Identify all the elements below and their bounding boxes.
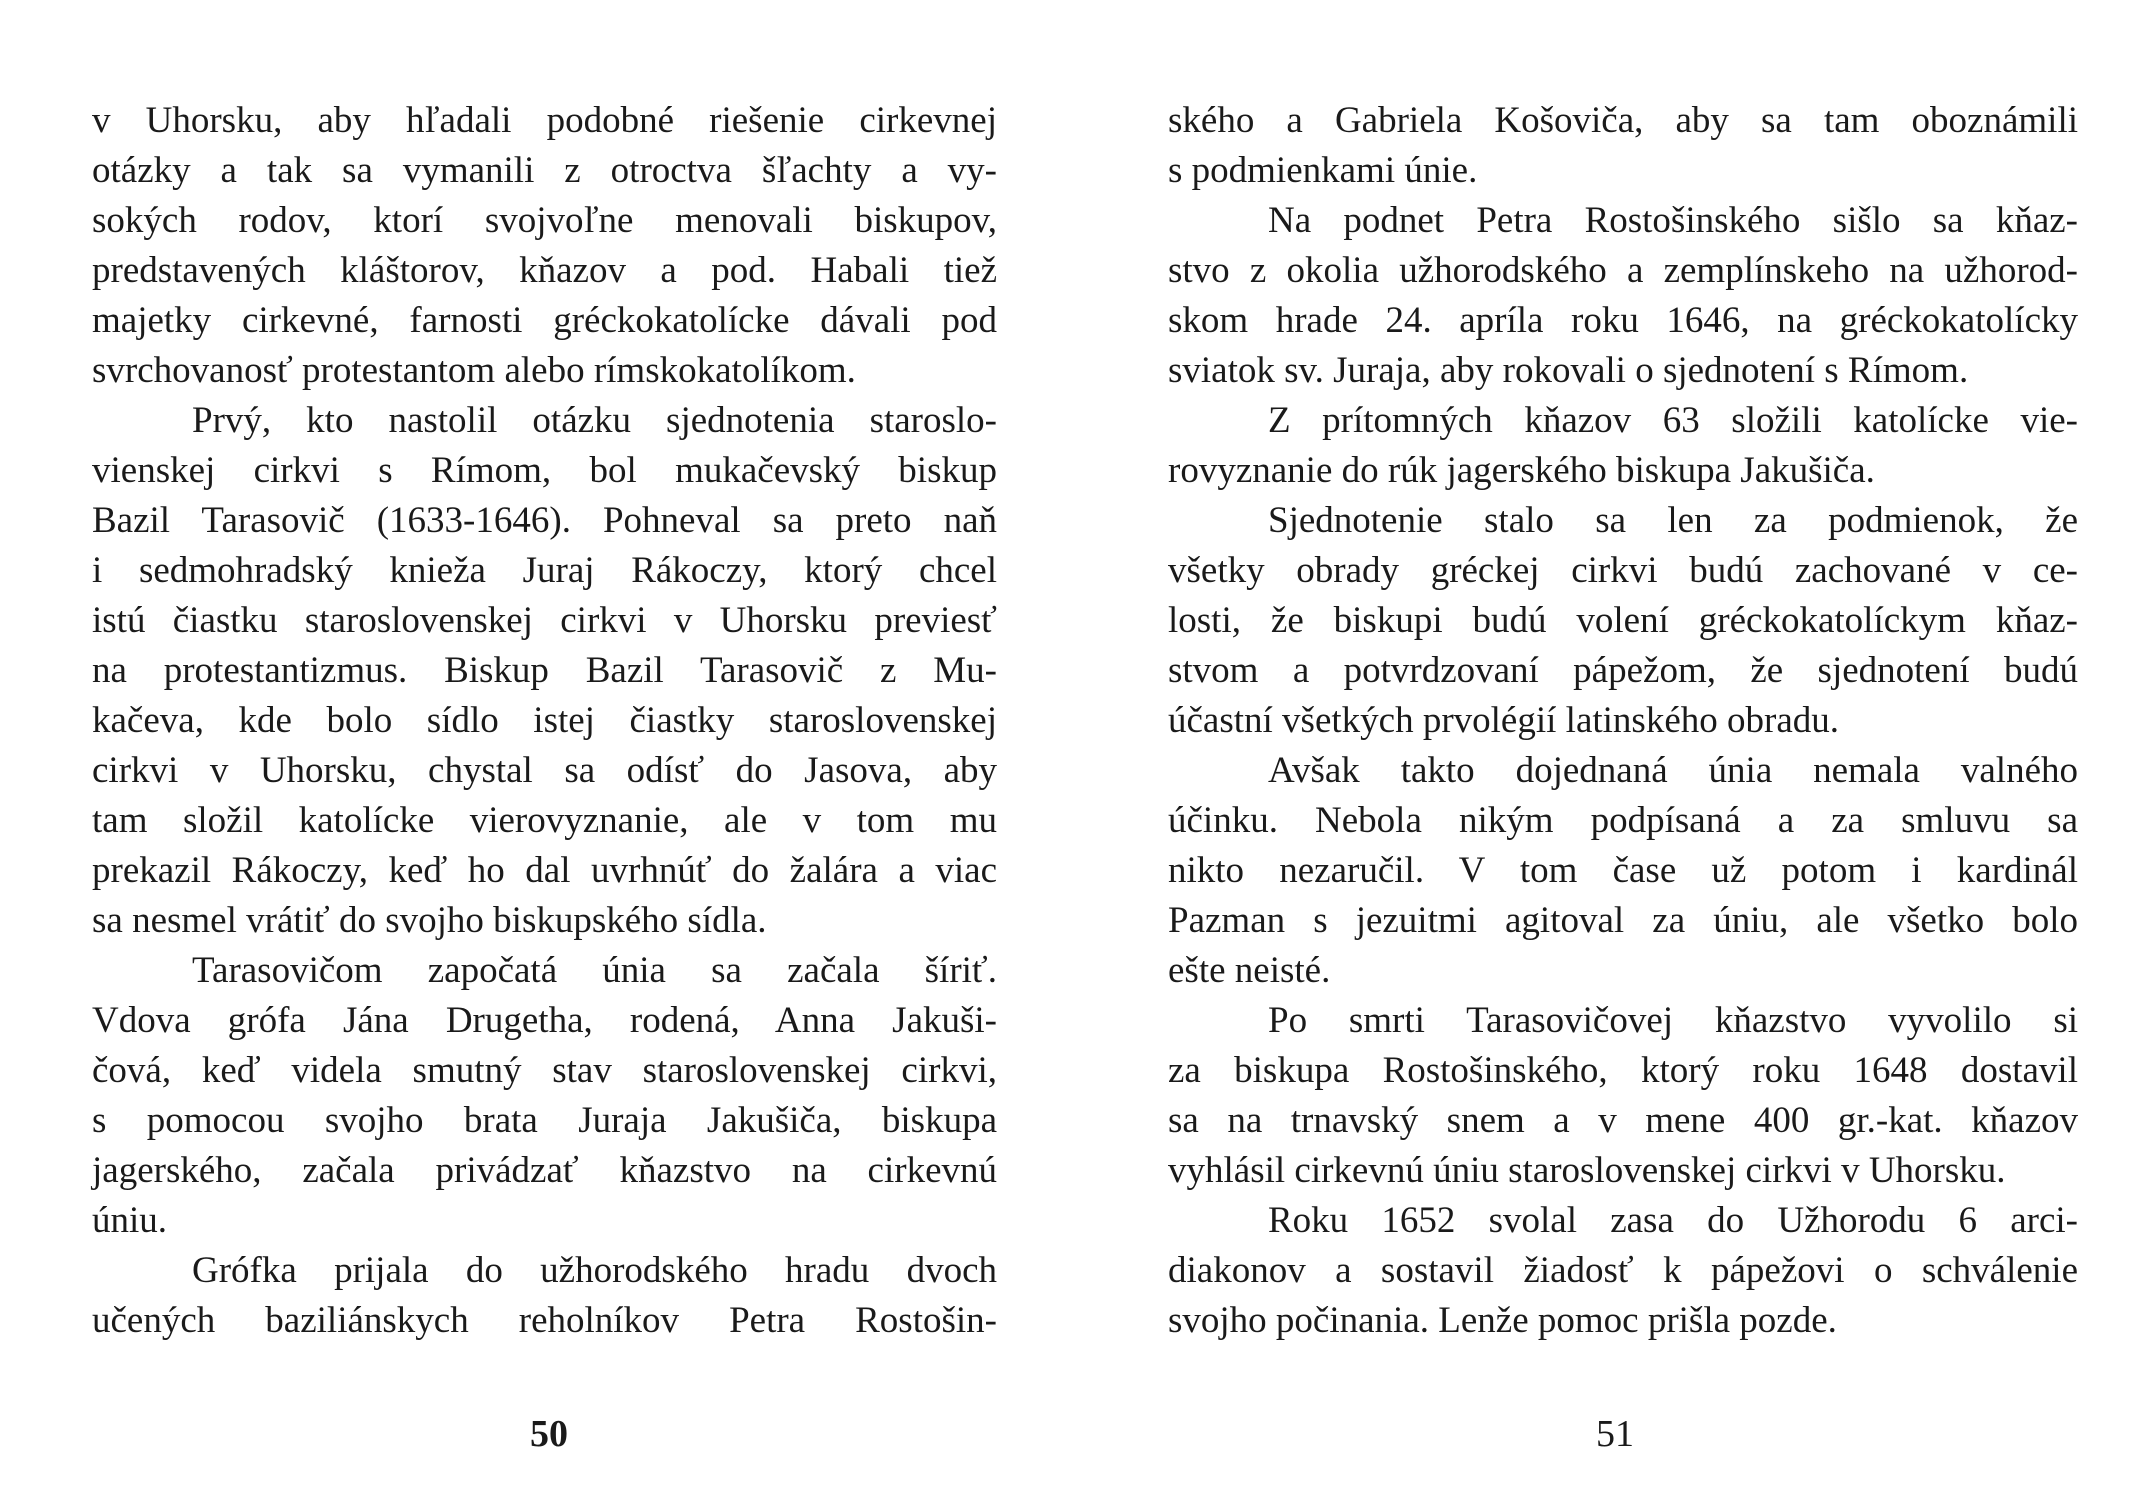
text-line: istú čiastku staroslovenskej cirkvi v Uhorsku previesť	[92, 600, 997, 641]
text-line: učených baziliánskych reholníkov Petra Rostošin-	[92, 1300, 997, 1341]
page-number-right: 51	[1596, 1413, 1634, 1455]
text-line: Z prítomných kňazov 63 složili katolícke vie-	[1268, 400, 2078, 441]
text-line: sa na trnavský snem a v mene 400 gr.-kat. kňazov	[1168, 1100, 2078, 1141]
text-line: kačeva, kde bolo sídlo istej čiastky staroslovenskej	[92, 700, 997, 741]
right-page-text	[1168, 96, 2078, 1346]
text-line: skom hrade 24. apríla roku 1646, na gréckokatolícky	[1168, 300, 2078, 341]
text-line: Na podnet Petra Rostošinského sišlo sa kňaz-	[1268, 200, 2078, 241]
text-line: svojho počinania. Lenže pomoc prišla pozde.	[1168, 1300, 1837, 1341]
text-line: i sedmohradský knieža Juraj Rákoczy, ktorý chcel	[92, 550, 997, 591]
text-line: Avšak takto dojednaná únia nemala valného	[1268, 750, 2078, 791]
text-line: otázky a tak sa vymanili z otroctva šľachty a vy-	[92, 150, 997, 191]
text-line: nikto nezaručil. V tom čase už potom i kardinál	[1168, 850, 2078, 891]
text-line: v Uhorsku, aby hľadali podobné riešenie cirkevnej	[92, 100, 997, 141]
text-line: svrchovanosť protestantom alebo rímskokatolíkom.	[92, 350, 856, 391]
text-line: Prvý, kto nastolil otázku sjednotenia staroslo-	[192, 400, 997, 441]
text-line: cirkvi v Uhorsku, chystal sa odísť do Jasova, aby	[92, 750, 997, 791]
text-line: všetky obrady gréckej cirkvi budú zachované v ce-	[1168, 550, 2078, 591]
text-line: ského a Gabriela Košoviča, aby sa tam oboznámili	[1168, 100, 2078, 141]
text-line: predstavených kláštorov, kňazov a pod. Habali tiež	[92, 250, 997, 291]
text-line: diakonov a sostavil žiadosť k pápežovi o schválenie	[1168, 1250, 2078, 1291]
text-line: s podmienkami únie.	[1168, 150, 1478, 191]
page-number-left: 50	[530, 1413, 568, 1455]
text-line: vienskej cirkvi s Rímom, bol mukačevský biskup	[92, 450, 997, 491]
text-line: losti, že biskupi budú volení gréckokatolíckym kňaz-	[1168, 600, 2078, 641]
text-line: sokých rodov, ktorí svojvoľne menovali biskupov,	[92, 200, 997, 241]
text-line: Roku 1652 svolal zasa do Užhorodu 6 arci-	[1268, 1200, 2078, 1241]
text-line: stvo z okolia užhorodského a zemplínskeho na užhorod-	[1168, 250, 2078, 291]
text-line: účastní všetkých prvolégií latinského obradu.	[1168, 700, 1839, 741]
text-line: sviatok sv. Juraja, aby rokovali o sjednotení s Rímom.	[1168, 350, 1969, 391]
text-line: tam složil katolícke vierovyznanie, ale v tom mu	[92, 800, 997, 841]
text-line: Vdova grófa Jána Drugetha, rodená, Anna Jakuši-	[92, 1000, 997, 1041]
text-line: úniu.	[92, 1200, 168, 1241]
text-line: účinku. Nebola nikým podpísaná a za smluvu sa	[1168, 800, 2078, 841]
text-line: čová, keď videla smutný stav staroslovenskej cirkvi,	[92, 1050, 997, 1091]
text-line: s pomocou svojho brata Juraja Jakušiča, biskupa	[92, 1100, 997, 1141]
left-page-text	[92, 96, 997, 1346]
text-line: Tarasovičom započatá únia sa začala šíriť.	[192, 950, 997, 991]
text-line: Sjednotenie stalo sa len za podmienok, že	[1268, 500, 2078, 541]
text-line: vyhlásil cirkevnú úniu staroslovenskej cirkvi v Uhorsku.	[1168, 1150, 2006, 1191]
text-line: jagerského, začala privádzať kňazstvo na cirkevnú	[92, 1150, 997, 1191]
text-line: na protestantizmus. Biskup Bazil Tarasovič z Mu-	[92, 650, 997, 691]
text-line: majetky cirkevné, farnosti gréckokatolícke dávali pod	[92, 300, 997, 341]
text-line: Bazil Tarasovič (1633-1646). Pohneval sa preto naň	[92, 500, 997, 541]
text-line: sa nesmel vrátiť do svojho biskupského sídla.	[92, 900, 767, 941]
text-line: Grófka prijala do užhorodského hradu dvoch	[192, 1250, 997, 1291]
text-line: rovyznanie do rúk jagerského biskupa Jakušiča.	[1168, 450, 1875, 491]
text-line: ešte neisté.	[1168, 950, 1331, 991]
text-line: Pazman s jezuitmi agitoval za úniu, ale všetko bolo	[1168, 900, 2078, 941]
text-line: za biskupa Rostošinského, ktorý roku 1648 dostavil	[1168, 1050, 2078, 1091]
text-line: stvom a potvrdzovaní pápežom, že sjednotení budú	[1168, 650, 2078, 691]
text-line: prekazil Rákoczy, keď ho dal uvrhnúť do žalára a viac	[92, 850, 997, 891]
text-line: Po smrti Tarasovičovej kňazstvo vyvolilo si	[1268, 1000, 2078, 1041]
